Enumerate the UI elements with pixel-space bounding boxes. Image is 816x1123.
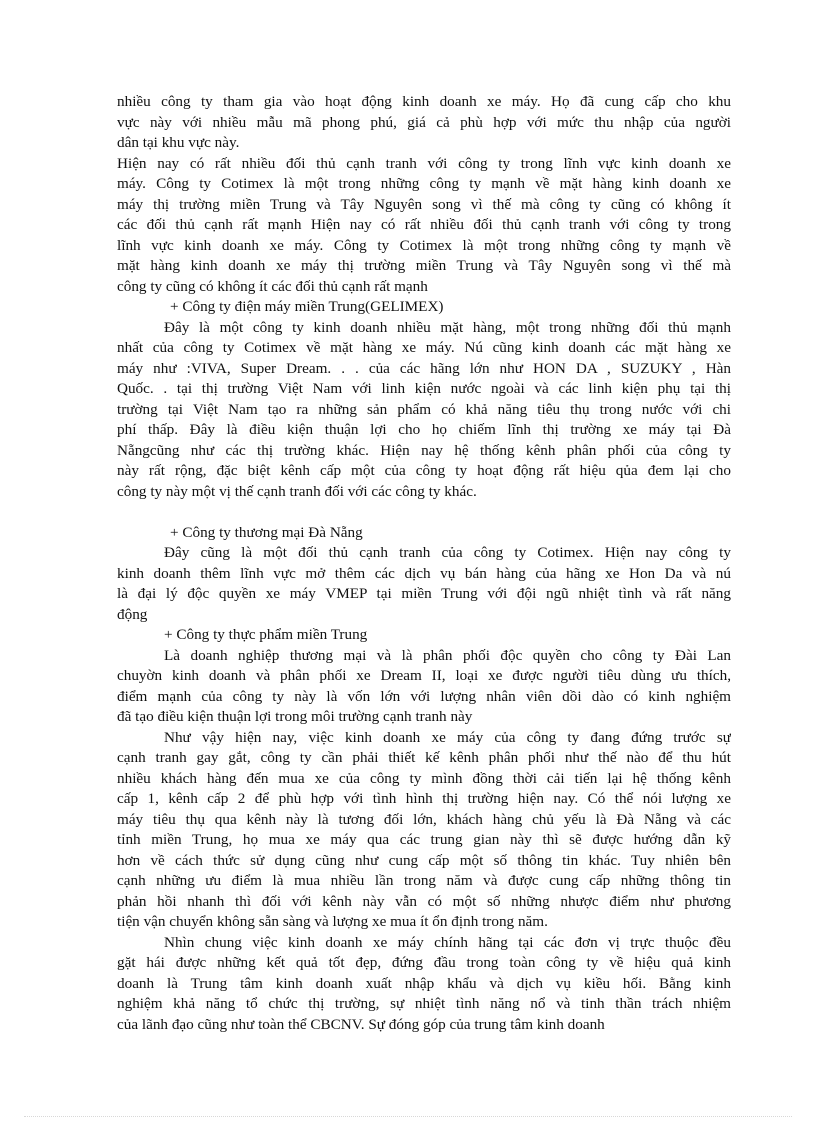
text-line: nhất của công ty Cotimex về mặt hàng xe máy. Nú cũng kinh doanh các mặt hàng xe <box>117 339 731 356</box>
text-line: hơn về cách thức sử dụng cũng như cung cấp một số thông tin khác. Tuy nhiên bên <box>117 851 731 869</box>
text-line: đã tạo điều kiện thuận lợi trong môi trường cạnh tranh này <box>117 708 473 725</box>
text-line: công ty cũng có không ít các đối thủ cạnh rất mạnh <box>117 277 428 295</box>
text-line: Đây cũng là một đối thủ cạnh tranh của công ty Cotimex. Hiện nay công ty <box>164 544 731 561</box>
text-line: Đây là một công ty kinh doanh nhiều mặt hàng, một trong những đối thủ mạnh <box>164 318 731 336</box>
document-body <box>117 92 731 1035</box>
text-line: phản hồi nhanh thì đối với kênh này vẫn có một số những nhược điểm như phương <box>117 892 731 910</box>
text-line: máy. Công ty Cotimex là một trong những công ty mạnh về mặt hàng kinh doanh xe <box>117 175 731 192</box>
text-line: tiện vận chuyển không sẵn sàng và lượng xe mua ít ổn định trong năm. <box>117 913 548 930</box>
text-line: + Công ty thương mại Đà Nẵng <box>170 523 363 541</box>
text-line: các đối thủ cạnh rất mạnh Hiện nay có rất nhiều đối thủ cạnh tranh với công ty trong <box>117 216 731 233</box>
text-line: này rất rộng, đặc biệt kênh cấp một của công ty hoạt động rất hiệu qủa đem lại cho <box>117 462 731 479</box>
text-line: phí thấp. Đây là điều kiện thuận lợi cho họ chiếm lĩnh thị trường xe máy tại Đà <box>117 421 731 438</box>
text-line: tỉnh miền Trung, họ mua xe máy qua các trung gian này thì sẽ được hướng dẫn kỹ <box>117 831 731 848</box>
text-line: cạnh những ưu điểm là mua nhiều lần trong năm và được cung cấp những thông tin <box>117 872 731 889</box>
text-line: lĩnh vực kinh doanh xe máy. Công ty Cotimex là một trong những công ty mạnh về <box>117 236 731 254</box>
text-line: cạnh tranh gay gắt, công ty cần phải thiết kế kênh phân phối như thế nào để thu hút <box>117 749 731 766</box>
blank-line <box>117 502 731 523</box>
text-line: công ty này một vị thế cạnh tranh đối với các công ty khác. <box>117 482 477 500</box>
text-line: vực này với nhiều mẫu mã phong phú, giá cả phù hợp với mức thu nhập của người <box>117 113 731 131</box>
text-line: Nẵngcũng như các thị trường khác. Hiện nay hệ thống kênh phân phối của công ty <box>117 441 731 459</box>
text-line: là đại lý độc quyền xe máy VMEP tại miền Trung với đội ngũ nhiệt tình và rất năng <box>117 585 731 602</box>
text-line: mặt hàng kinh doanh xe máy thị trường miền Trung và Tây Nguyên song vì thế mà <box>117 257 731 274</box>
text-line: chuyờn kinh doanh và phân phối xe Dream II, loại xe được người tiêu dùng ưu thích, <box>117 667 731 684</box>
page-bottom-divider <box>24 1116 792 1117</box>
text-line: nhiều khách hàng đến mua xe của công ty mình đồng thời cải tiến lại hệ thống kênh <box>117 769 731 787</box>
text-line: Hiện nay có rất nhiều đối thủ cạnh tranh với công ty trong lĩnh vực kinh doanh xe <box>117 154 731 172</box>
text-line: động <box>117 605 148 623</box>
text-line: doanh là Trung tâm kinh doanh xuất nhập khẩu và dịch vụ kiều hối. Bằng kinh <box>117 974 731 992</box>
text-line: máy như :VIVA, Super Dream. . . của các hãng lớn như HON DA , SUZUKY , Hàn <box>117 359 731 377</box>
text-line: gặt hái được những kết quả tốt đẹp, đứng đầu trong toàn công ty về hiệu quả kinh <box>117 954 731 971</box>
text-line: trường tại Việt Nam tạo ra những sản phẩm có khả năng tiêu thụ trong nước với chi <box>117 400 731 418</box>
text-line: Nhìn chung việc kinh doanh xe máy chính hãng tại các đơn vị trực thuộc đều <box>164 933 731 951</box>
text-line: + Công ty thực phẩm miền Trung <box>164 626 368 643</box>
text-line: của lãnh đạo cũng như toàn thể CBCNV. Sự đóng góp của trung tâm kinh doanh <box>117 1015 605 1033</box>
text-line: máy tiêu thụ qua kênh này là tương đối lớn, khách hàng chủ yếu là Đà Nẵng và các <box>117 810 731 828</box>
text-line: + Công ty điện máy miền Trung(GELIMEX) <box>170 298 444 315</box>
text-line: điểm mạnh của công ty này là vốn lớn với lượng nhân viên dồi dào có kinh nghiệm <box>117 687 731 705</box>
text-line: nghiệm khả năng tổ chức thị trường, sự nhiệt tình năng nổ và tinh thần trách nhiệm <box>117 995 731 1012</box>
text-line: cấp 1, kênh cấp 2 để phù hợp với tình hình thị trường hiện nay. Có thể nói lượng xe <box>117 790 731 807</box>
text-line: Quốc. . tại thị trường Việt Nam với linh kiện nước ngoài và các linh kiện phụ tại thị <box>117 380 731 397</box>
text-line: Như vậy hiện nay, việc kinh doanh xe máy của công ty đang đứng trước sự <box>164 728 731 746</box>
text-line: Là doanh nghiệp thương mại và là phân phối độc quyền cho công ty Đài Lan <box>164 646 731 664</box>
text-line: dân tại khu vực này. <box>117 134 240 151</box>
text-line: máy thị trường miền Trung và Tây Nguyên song vì thế mà công ty cũng có không ít <box>117 195 731 213</box>
text-line: nhiều công ty tham gia vào hoạt động kinh doanh xe máy. Họ đã cung cấp cho khu <box>117 93 731 110</box>
text-line: kinh doanh thêm lĩnh vực mở thêm các dịch vụ bán hàng của hãng xe Hon Da và nú <box>117 564 731 582</box>
